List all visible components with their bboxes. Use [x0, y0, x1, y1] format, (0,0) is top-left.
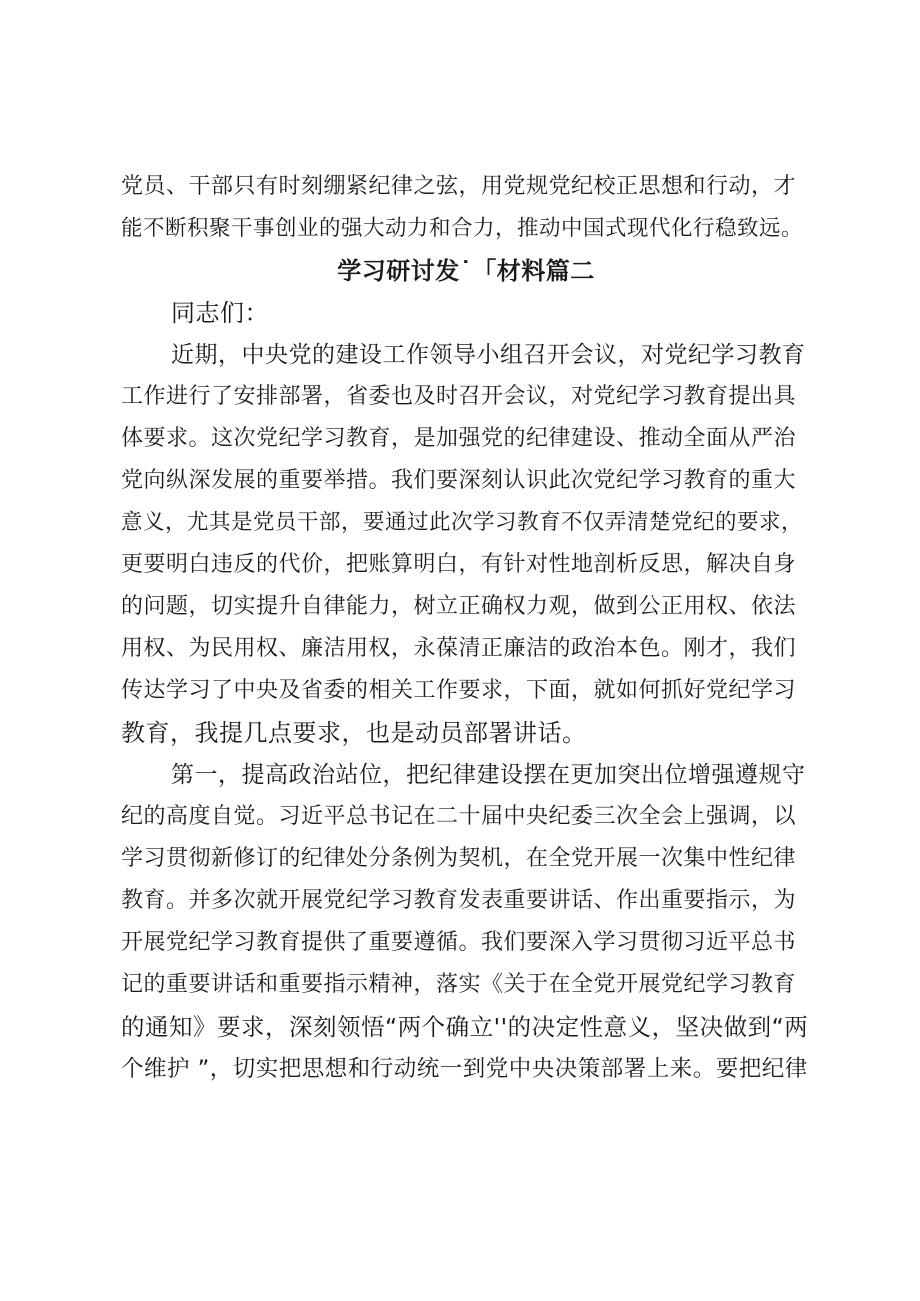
- text-line-5: 近期，中央党的建设工作领导小组召开会议，对党纪学习教育: [171, 342, 806, 368]
- text-line-10: 更要明白违反的代价，把账算明白，有针对性地剖析反思，解决自身: [121, 552, 797, 577]
- text-line-19: 开展党纪学习教育提供了重要遵循。我们要深入学习贯彻习近平总书: [121, 930, 797, 955]
- text-line-6: 工作进行了安排部署，省委也及时召开会议，对党纪学习教育提出具: [121, 384, 797, 409]
- text-line-15: 第一，提高政治站位，把纪律建设摆在更加突出位增强遵规守: [171, 762, 806, 788]
- text-line-20: 记的重要讲话和重要指示精神，落实《关于在全党开展党纪学习教育: [121, 972, 797, 997]
- section-heading: 学习研讨发˙「材料篇二: [337, 257, 595, 285]
- text-line-22: 个维护 ”，切实把思想和行动统一到党中央决策部署上来。要把纪律: [121, 1056, 808, 1082]
- text-line-16: 纪的高度自觉。习近平总书记在二十届中央纪委三次全会上强调，以: [121, 804, 797, 829]
- salutation: 同志们：: [171, 299, 269, 327]
- text-line-11: 的问题，切实提升自律能力，树立正确权力观，做到公正用权、依法: [121, 594, 797, 619]
- text-line-1: 党员、干部只有时刻绷紧纪律之弦，用党规党纪校正思想和行动，才: [121, 174, 797, 199]
- text-line-14: 教育，我提几点要求，也是动员部署讲话。: [121, 719, 587, 747]
- text-line-12: 用权、为民用权、廉洁用权，永葆清正廉洁的政治本色。刚才，我们: [121, 636, 797, 661]
- text-line-17: 学习贯彻新修订的纪律处分条例为契机，在全党开展一次集中性纪律: [121, 846, 797, 871]
- text-line-9: 意义，尤其是党员干部，要通过此次学习教育不仅弄清楚党纪的要求，: [121, 510, 804, 535]
- text-line-18: 教育。并多次就开展党纪学习教育发表重要讲话、作出重要指示，为: [121, 888, 797, 913]
- text-line-7: 体要求。这次党纪学习教育，是加强党的纪律建设、推动全面从严治: [121, 426, 797, 451]
- document-body: [121, 166, 811, 1090]
- text-line-8: 党向纵深发展的重要举措。我们要深刻认识此次党纪学习教育的重大: [121, 468, 797, 493]
- text-line-2: 能不断积聚干事创业的强大动力和合力，推动中国式现代化行稳致远。: [121, 216, 804, 241]
- text-line-21: 的通知》要求，深刻领悟“两个确立''的决定性意义，坚决做到“两: [121, 1013, 809, 1041]
- text-line-13: 传达学习了中央及省委的相关工作要求，下面，就如何抓好党纪学习: [121, 678, 797, 703]
